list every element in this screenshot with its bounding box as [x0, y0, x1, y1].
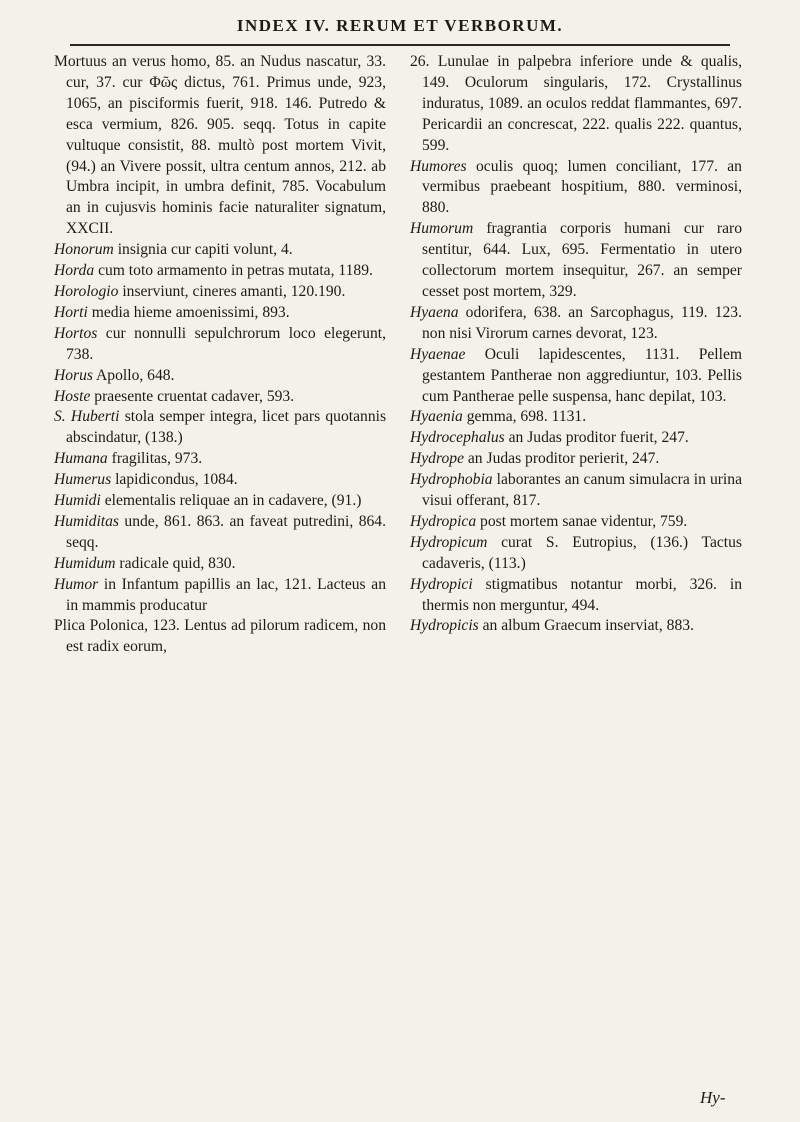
- index-entry: [54, 282, 386, 303]
- entry-headword: Humores: [410, 157, 467, 175]
- entry-text: fragilitas, 973.: [111, 450, 203, 468]
- entry-text: curat S. Eutropius, (136.) Tactus cadaveris, (113.): [422, 533, 742, 572]
- entry-headword: Horda: [54, 262, 95, 280]
- entry-text: Oculi lapidescentes, 1131. Pellem gestantem Pantherae non aggrediuntur, 103. Pellis cum Pantherae pelle suspensa, hanc depilat, 103.: [422, 345, 743, 405]
- entry-text: stigmatibus notantur morbi, 326. in thermis non merguntur, 494.: [422, 575, 742, 614]
- entry-headword: Hoste: [54, 387, 91, 405]
- index-entry: [410, 449, 742, 470]
- entry-text: an Judas proditor fuerit, 247.: [508, 429, 689, 447]
- index-entry: [410, 616, 742, 637]
- entry-headword: Hydropica: [410, 512, 477, 530]
- entry-headword: Hydropicis: [410, 617, 479, 635]
- entry-text: fragrantia corporis humani cur raro sentitur, 644. Lux, 695. Fermentatio in utero collectorum mortem insequitur, 267. an semper cesset post mortem, 329.: [422, 220, 742, 300]
- entry-headword: Horus: [54, 366, 93, 384]
- entry-text: insignia cur capiti volunt, 4.: [117, 241, 293, 259]
- index-entry: [54, 407, 386, 449]
- index-entry: [410, 575, 742, 617]
- entry-headword: Humiditas: [54, 512, 119, 530]
- entry-text: 26. Lunulae in palpebra inferiore unde & qualis, 149. Oculorum singularis, 172. Crystallinus induratus, 1089. an oculos reddat flammantes, 697. Pericardii an concrescat, 222. qualis 222. quantus, 599.: [410, 53, 742, 154]
- entry-headword: Hydropicum: [410, 533, 488, 551]
- index-entry: [410, 157, 742, 220]
- entry-text: laborantes an canum simulacra in urina visui offerant, 817.: [422, 471, 742, 510]
- index-entry: [54, 491, 386, 512]
- index-entry: [54, 52, 386, 240]
- entry-headword: S. Huberti: [54, 408, 120, 426]
- entry-text: odorifera, 638. an Sarcophagus, 119. 123. non nisi Virorum carnes devorat, 123.: [422, 303, 743, 342]
- index-entry: [410, 219, 742, 303]
- entry-headword: Hyaena: [410, 303, 459, 321]
- index-entry: [410, 512, 742, 533]
- index-entry: [54, 575, 386, 617]
- index-entry: [54, 470, 386, 491]
- entry-headword: Hyaenia: [410, 408, 463, 426]
- header-rule: [70, 44, 730, 46]
- entry-text: post mortem sanae videntur, 759.: [480, 512, 688, 530]
- entry-text: stola semper integra, licet pars quotannis abscindatur, (138.): [66, 408, 387, 447]
- index-entry: [54, 240, 386, 261]
- index-entry: [54, 261, 386, 282]
- index-entry: [410, 428, 742, 449]
- entry-text: cur nonnulli sepulchrorum loco elegerunt, 738.: [66, 324, 386, 363]
- entry-headword: Hydrocephalus: [410, 429, 505, 447]
- entry-headword: Horti: [54, 303, 88, 321]
- entry-text: cum toto armamento in petras mutata, 1189.: [98, 262, 373, 280]
- index-entry: [54, 366, 386, 387]
- entry-text: inserviunt, cineres amanti, 120.190.: [122, 282, 346, 300]
- index-entry: [410, 470, 742, 512]
- entry-headword: Hydrope: [410, 450, 464, 468]
- entry-text: Apollo, 648.: [96, 366, 175, 384]
- index-entry: [410, 52, 742, 157]
- entry-headword: Hydrophobia: [410, 471, 493, 489]
- entry-text: Mortuus an verus homo, 85. an Nudus nascatur, 33. cur, 37. cur Φῶς dictus, 761. Primus unde, 923, 1065, an pisciformis fuerit, 918. 146. Putredo & esca vermium, 826. 905. seqq. Totus in capite vultuque consistit, 88. multò post mortem Vivit, (94.) an Vivere possit, ultra centum annos, 212. ab Umbra incipit, in umbra definit, 785. Vocabulum an in cujusvis hominis facie naturaliter signatum, XXCII.: [54, 53, 386, 238]
- entry-text: praesente cruentat cadaver, 593.: [94, 387, 295, 405]
- catchword: Hy-: [700, 1088, 726, 1107]
- index-entry: [54, 449, 386, 470]
- entry-text: Plica Polonica, 123. Lentus ad pilorum radicem, non est radix eorum,: [54, 617, 386, 656]
- index-entry: [410, 407, 742, 428]
- entry-headword: Humor: [54, 575, 99, 593]
- index-entry: [54, 324, 386, 366]
- entry-text: radicale quid, 830.: [119, 554, 236, 572]
- running-head: INDEX IV. RERUM ET VERBORUM.: [236, 16, 564, 35]
- entry-text: unde, 861. 863. an faveat putredini, 864. seqq.: [66, 512, 386, 551]
- entry-text: media hieme amoenissimi, 893.: [91, 303, 290, 321]
- entry-headword: Honorum: [54, 241, 114, 259]
- right-column: [410, 52, 742, 637]
- entry-headword: Hyaenae: [410, 345, 466, 363]
- entry-headword: Humidi: [54, 492, 101, 510]
- index-entry: [410, 345, 742, 408]
- entry-text: an album Graecum inserviat, 883.: [482, 617, 694, 635]
- index-entry: [54, 554, 386, 575]
- entry-headword: Horologio: [54, 282, 119, 300]
- entry-headword: Hortos: [54, 324, 98, 342]
- entry-text: oculis quoq; lumen conciliant, 177. an vermibus praebeant hospitium, 880. verminosi, 880.: [422, 157, 742, 217]
- index-entry: [410, 303, 742, 345]
- entry-text: lapidicondus, 1084.: [115, 471, 238, 489]
- entry-text: an Judas proditor perierit, 247.: [467, 450, 660, 468]
- entry-text: gemma, 698. 1131.: [466, 408, 587, 426]
- entry-headword: Hydropici: [410, 575, 473, 593]
- entry-text: elementalis reliquae an in cadavere, (91.): [104, 492, 362, 510]
- index-entry: [54, 616, 386, 658]
- entry-text: in Infantum papillis an lac, 121. Lacteus an in mammis producatur: [66, 575, 386, 614]
- entry-headword: Humerus: [54, 471, 112, 489]
- entry-headword: Humana: [54, 450, 108, 468]
- index-entry: [54, 387, 386, 408]
- index-entry: [54, 512, 386, 554]
- index-entry: [54, 303, 386, 324]
- entry-headword: Humidum: [54, 554, 116, 572]
- entry-headword: Humorum: [410, 220, 474, 238]
- index-entry: [410, 533, 742, 575]
- left-column: [54, 52, 386, 658]
